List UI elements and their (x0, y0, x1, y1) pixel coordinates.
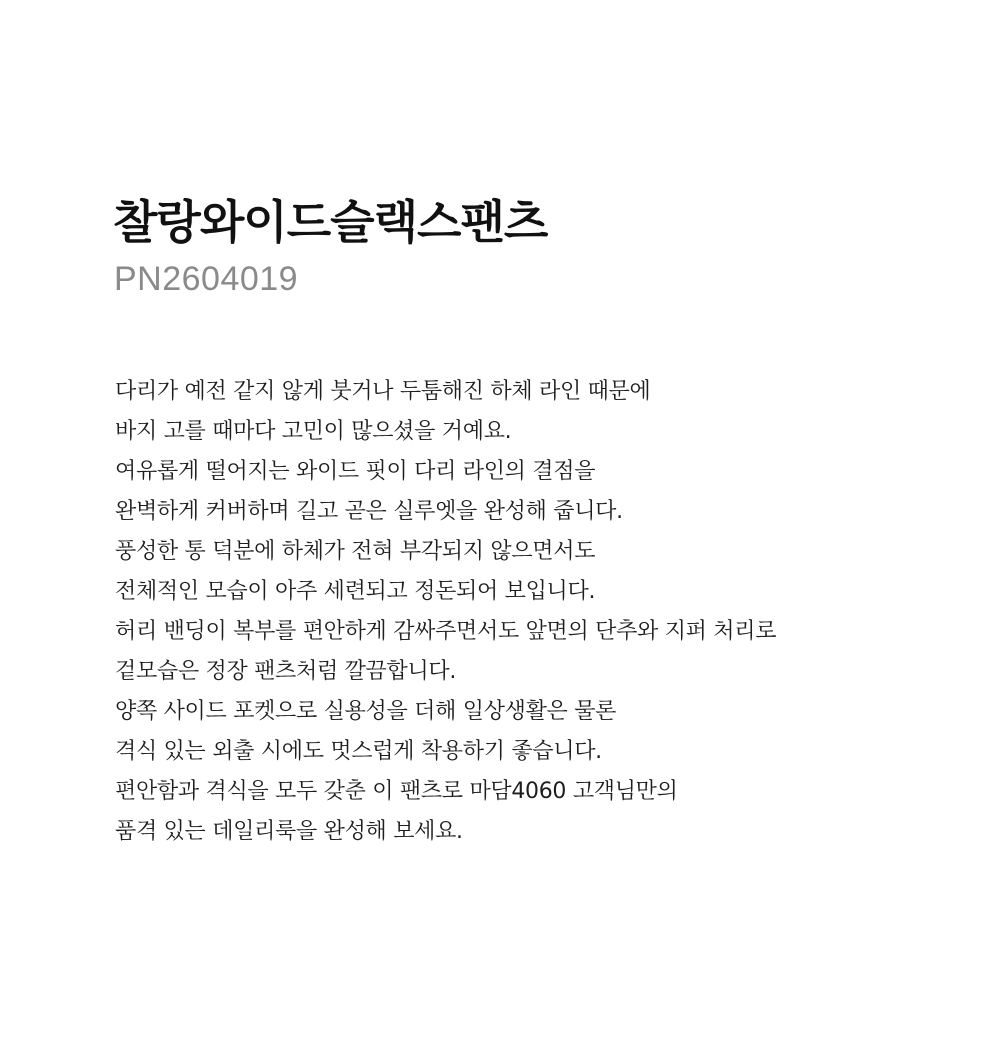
description-line: 다리가 예전 같지 않게 붓거나 두툼해진 하체 라인 때문에 (115, 379, 651, 404)
description-line: 겉모습은 정장 팬츠처럼 깔끔합니다. (115, 659, 457, 684)
description-line: 품격 있는 데일리룩을 완성해 보세요. (115, 819, 463, 844)
description-line: 격식 있는 외출 시에도 멋스럽게 착용하기 좋습니다. (115, 739, 602, 764)
description-line: 편안함과 격식을 모두 갖춘 이 팬츠로 마담4060 고객님만의 (115, 779, 678, 804)
product-title: 찰랑와이드슬랙스팬츠 (113, 195, 548, 249)
description-line: 양쪽 사이드 포켓으로 실용성을 더해 일상생활은 물론 (115, 699, 617, 724)
product-description (115, 372, 975, 852)
description-line: 바지 고를 때마다 고민이 많으셨을 거예요. (115, 419, 512, 444)
product-code: PN2604019 (114, 260, 299, 298)
description-line: 완벽하게 커버하며 길고 곧은 실루엣을 완성해 줍니다. (115, 499, 623, 524)
description-line: 전체적인 모습이 아주 세련되고 정돈되어 보입니다. (115, 579, 596, 604)
description-line: 풍성한 통 덕분에 하체가 전혀 부각되지 않으면서도 (115, 539, 596, 564)
description-line: 허리 밴딩이 복부를 편안하게 감싸주면서도 앞면의 단추와 지퍼 처리로 (115, 619, 777, 644)
description-line: 여유롭게 떨어지는 와이드 핏이 다리 라인의 결점을 (115, 459, 596, 484)
